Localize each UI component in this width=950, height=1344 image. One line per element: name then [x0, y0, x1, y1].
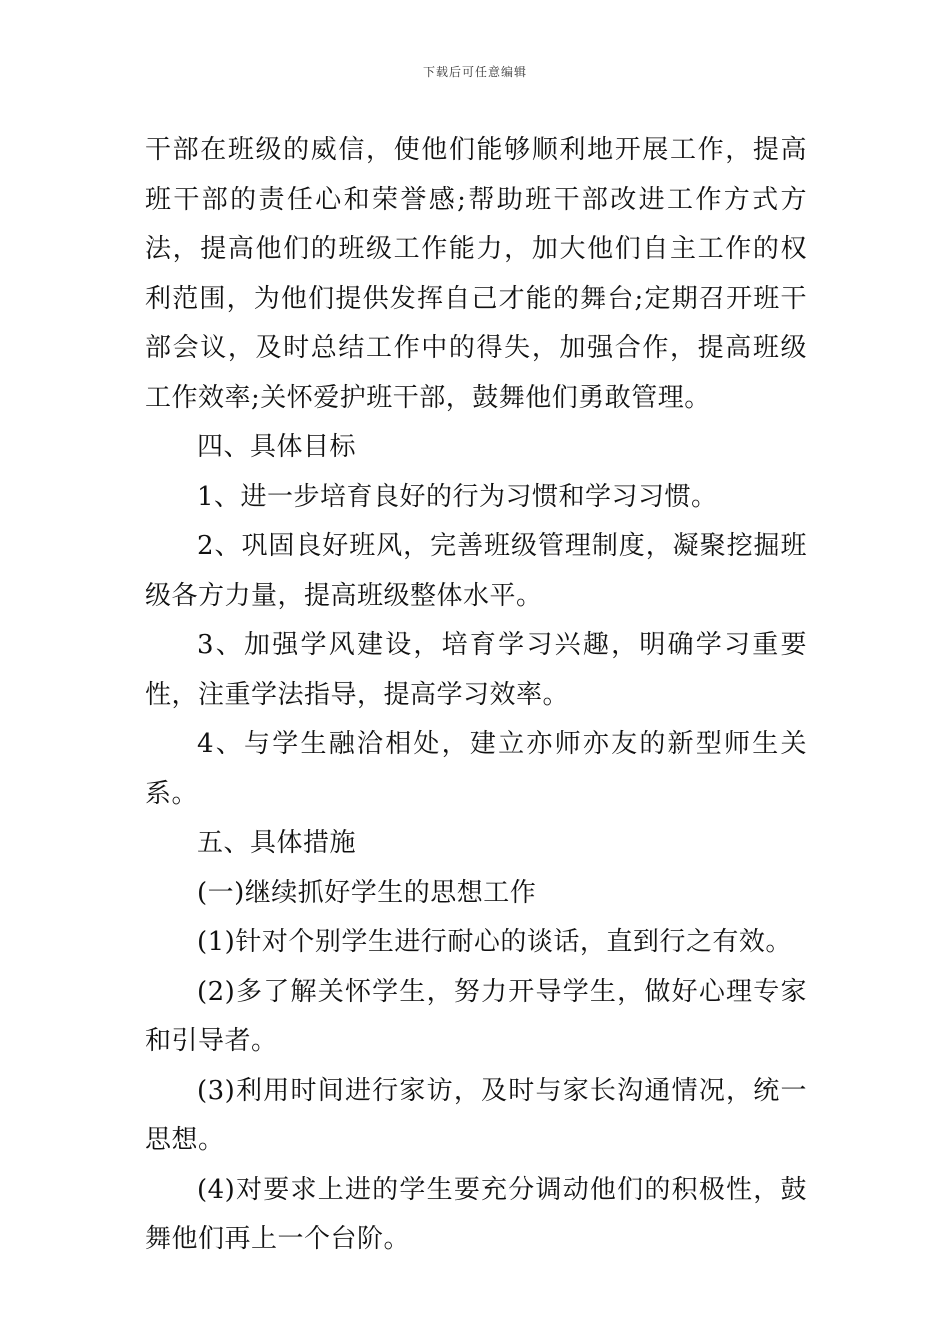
document-body	[145, 126, 807, 1265]
goal-item-4: 4、与学生融洽相处，建立亦师亦友的新型师生关系。	[145, 729, 807, 809]
measure-item-2: (2)多了解关怀学生，努力开导学生，做好心理专家和引导者。	[145, 976, 807, 1056]
header-note: 下载后可任意编辑	[422, 65, 527, 79]
section-heading-goals: 四、具体目标	[197, 432, 357, 462]
paragraph-continued: 干部在班级的威信，使他们能够顺利地开展工作，提高班干部的责任心和荣誉感;帮助班干部改进工作方式方法，提高他们的班级工作能力，加大他们自主工作的权利范围，为他们提供发挥自己才能的舞台;定期召开班干部会议，及时总结工作中的得失，加强合作，提高班级工作效率;关怀爱护班干部，鼓舞他们勇敢管理。	[145, 135, 807, 413]
goal-item-2: 2、巩固良好班风，完善班级管理制度，凝聚挖掘班级各方力量，提高班级整体水平。	[145, 531, 807, 611]
goal-item-1: 1、进一步培育良好的行为习惯和学习习惯。	[197, 481, 718, 512]
measure-item-3: (3)利用时间进行家访，及时与家长沟通情况，统一思想。	[145, 1075, 807, 1155]
measure-item-1: (1)针对个别学生进行耐心的谈话，直到行之有效。	[197, 927, 792, 957]
measure-item-4: (4)对要求上进的学生要充分调动他们的积极性，鼓舞他们再上一个台阶。	[145, 1174, 807, 1254]
goal-item-3: 3、加强学风建设，培育学习兴趣，明确学习重要性，注重学法指导，提高学习效率。	[145, 630, 807, 710]
subsection-heading-1: (一)继续抓好学生的思想工作	[197, 877, 537, 908]
section-heading-measures: 五、具体措施	[197, 828, 357, 858]
